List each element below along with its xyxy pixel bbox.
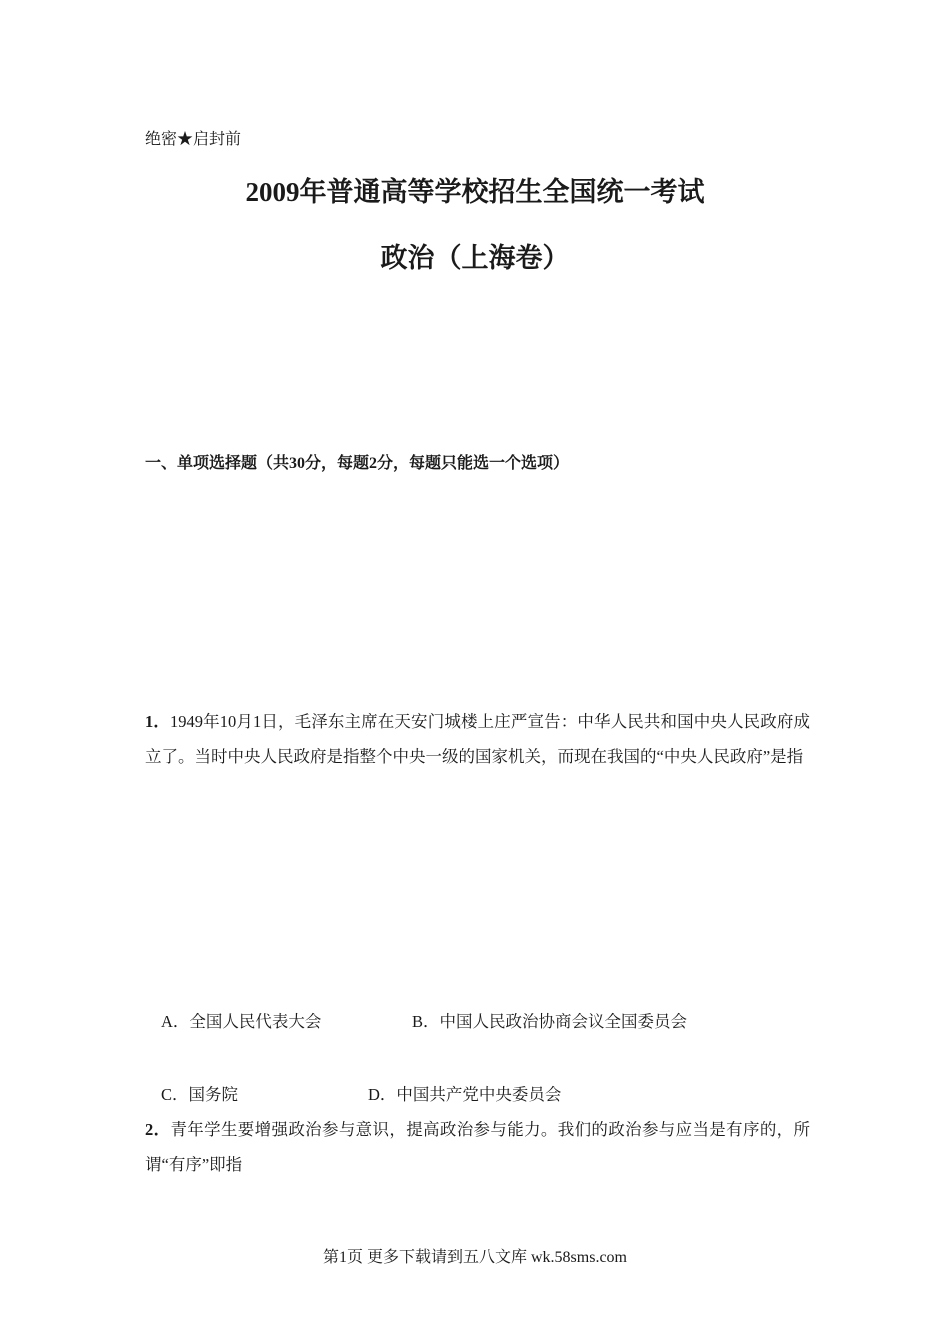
question-2-number: 2． bbox=[145, 1120, 171, 1139]
question-1-number: 1． bbox=[145, 712, 171, 731]
page-footer: 第1页 更多下载请到五八文库 wk.58sms.com bbox=[322, 1249, 627, 1266]
question-1-text: 1949年10月1日，毛泽东主席在天安门城楼上庄严宣告：中华人民共和国中央人民政府成立了。当时中央人民政府是指整个中央一级的国家机关，而现在我国的“中央人民政府”是指 bbox=[145, 712, 811, 766]
question-2 bbox=[145, 1112, 810, 1182]
section-heading: 一、单项选择题（共30分，每题2分，每题只能选一个选项） bbox=[145, 455, 570, 472]
confidential-label: 绝密★启封前 bbox=[145, 131, 242, 148]
question-1-option-d: D．中国共产党中央委员会 bbox=[368, 1085, 562, 1104]
question-2-text: 青年学生要增强政治参与意识，提高政治参与能力。我们的政治参与应当是有序的，所谓“有序”即指 bbox=[145, 1120, 811, 1174]
question-1-option-b: B．中国人民政治协商会议全国委员会 bbox=[412, 1012, 688, 1031]
exam-subtitle: 政治（上海卷） bbox=[380, 243, 570, 273]
exam-title: 2009年普通高等学校招生全国统一考试 bbox=[245, 177, 705, 207]
question-1 bbox=[145, 704, 810, 774]
question-1-option-a: A．全国人民代表大会 bbox=[161, 1012, 322, 1031]
question-1-option-c: C．国务院 bbox=[161, 1085, 239, 1104]
